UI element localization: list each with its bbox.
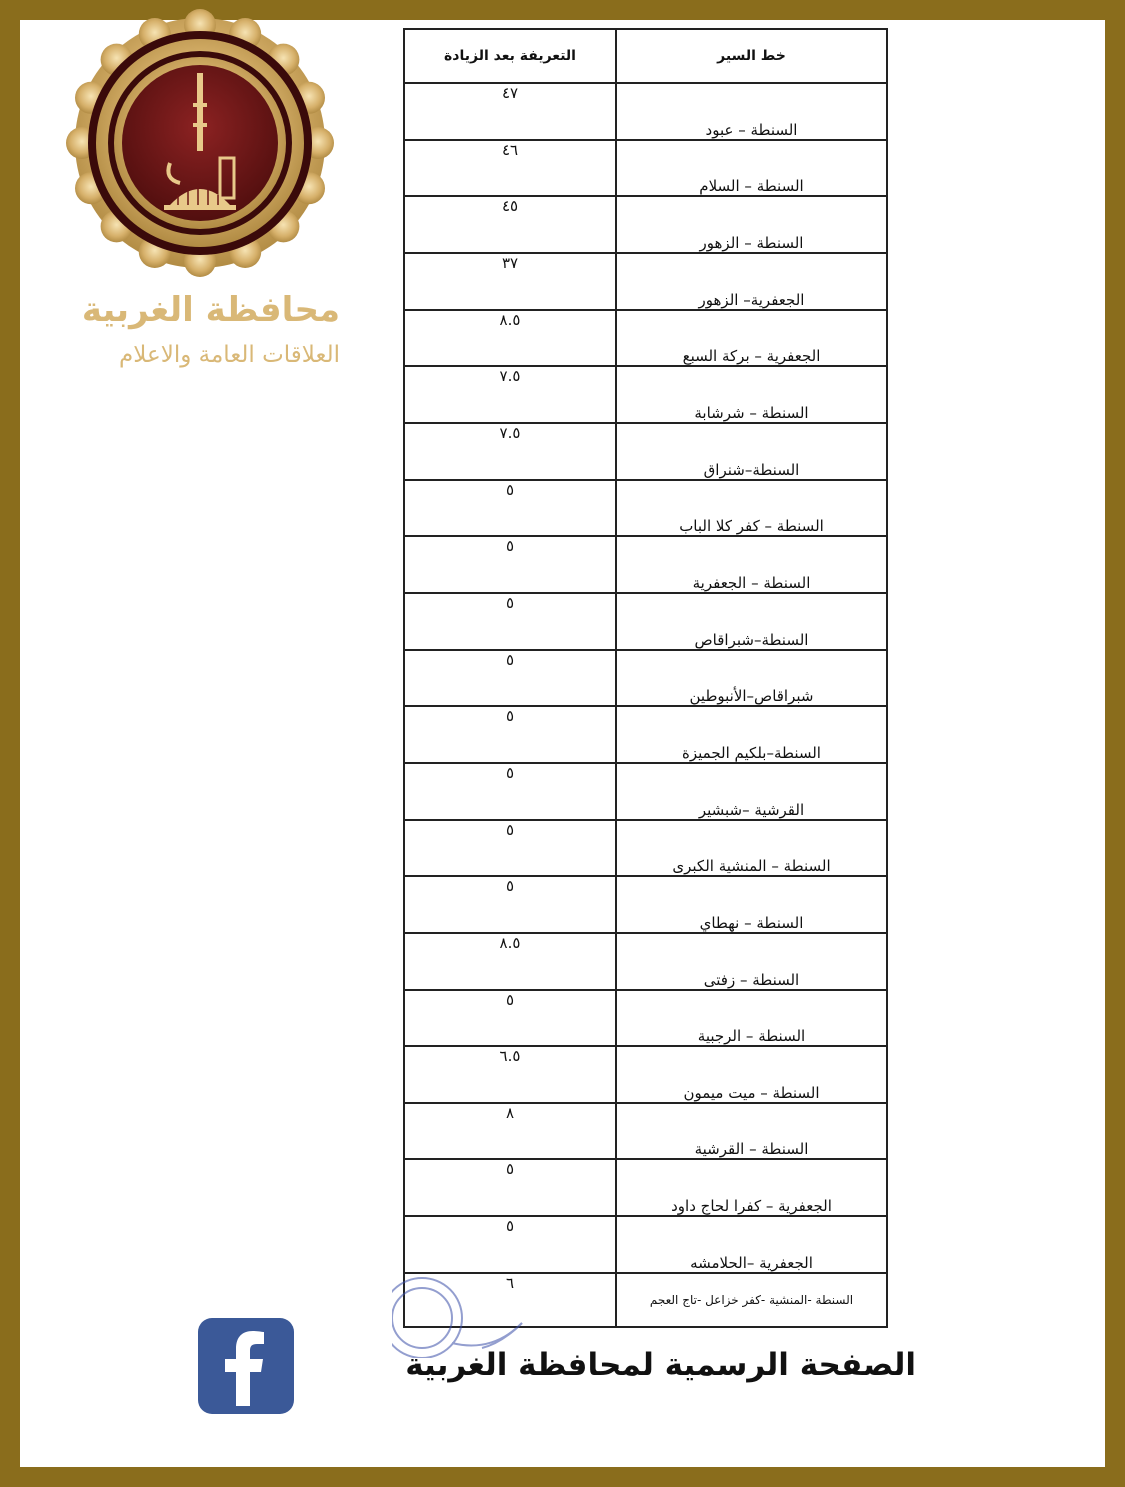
fare-cell: ٦ — [404, 1273, 616, 1327]
fare-cell: ٥ — [404, 706, 616, 763]
organization-department: العلاقات العامة والاعلام — [119, 342, 340, 368]
facebook-logo-icon — [198, 1318, 294, 1414]
table-row — [404, 876, 887, 933]
fare-cell: ٥ — [404, 650, 616, 707]
route-cell: السنطة – شرشابة — [616, 366, 887, 423]
table-row — [404, 990, 887, 1047]
fare-cell: ٥ — [404, 763, 616, 820]
fare-cell: ٤٧ — [404, 83, 616, 140]
route-cell: السنطة – المنشية الكبرى — [616, 820, 887, 877]
route-cell: السنطة – كفر كلا الباب — [616, 480, 887, 537]
table-row — [404, 1103, 887, 1160]
table-header-row — [404, 29, 887, 83]
route-cell: السنطة – ميت ميمون — [616, 1046, 887, 1103]
fare-cell: ٦.٥ — [404, 1046, 616, 1103]
table-row — [404, 763, 887, 820]
route-cell: السنطة – عبود — [616, 83, 887, 140]
table-row — [404, 593, 887, 650]
facebook-page-caption[interactable]: الصفحة الرسمية لمحافظة الغربية — [405, 1347, 916, 1383]
logo-seal-icon — [45, 8, 345, 288]
fare-cell: ٤٦ — [404, 140, 616, 197]
fare-cell: ٥ — [404, 593, 616, 650]
table-row — [404, 366, 887, 423]
route-cell: الجعفرية –الحلامشه — [616, 1216, 887, 1273]
fare-cell: ٨.٥ — [404, 310, 616, 367]
fare-cell: ٥ — [404, 990, 616, 1047]
table-row — [404, 140, 887, 197]
table-row — [404, 423, 887, 480]
fare-cell: ٥ — [404, 1159, 616, 1216]
table-row — [404, 196, 887, 253]
table-row — [404, 933, 887, 990]
route-cell: الجعفرية – بركة السبع — [616, 310, 887, 367]
table-row — [404, 650, 887, 707]
fare-cell: ٤٥ — [404, 196, 616, 253]
table-row — [404, 1159, 887, 1216]
route-cell: السنطة–شبراقاص — [616, 593, 887, 650]
route-cell: الجعفرية – كفرا لحاج داود — [616, 1159, 887, 1216]
table-row — [404, 480, 887, 537]
route-cell: السنطة – نهطاي — [616, 876, 887, 933]
table-row — [404, 820, 887, 877]
table-row — [404, 83, 887, 140]
fare-cell: ٨ — [404, 1103, 616, 1160]
fare-cell: ٧.٥ — [404, 366, 616, 423]
route-cell: السنطة–بلكيم الجميزة — [616, 706, 887, 763]
route-cell: السنطة – الزهور — [616, 196, 887, 253]
fare-cell: ٧.٥ — [404, 423, 616, 480]
table-row — [404, 536, 887, 593]
table-row — [404, 253, 887, 310]
table-row — [404, 706, 887, 763]
fare-cell: ٥ — [404, 536, 616, 593]
facebook-icon[interactable] — [198, 1318, 294, 1414]
fare-table-body — [404, 83, 887, 1327]
route-cell: شبراقاص–الأنبوطين — [616, 650, 887, 707]
fare-cell: ٥ — [404, 876, 616, 933]
fare-cell: ٥ — [404, 1216, 616, 1273]
route-cell: السنطة – القرشية — [616, 1103, 887, 1160]
table-row — [404, 1046, 887, 1103]
fare-cell: ٨.٥ — [404, 933, 616, 990]
header-route: خط السير — [616, 29, 887, 83]
table-row — [404, 310, 887, 367]
governorate-logo — [45, 8, 345, 288]
header-fare: التعريفة بعد الزيادة — [404, 29, 616, 83]
organization-name: محافظة الغربية — [81, 290, 340, 330]
fare-cell: ٥ — [404, 820, 616, 877]
route-cell: السنطة – زفتى — [616, 933, 887, 990]
fare-table — [403, 28, 888, 1328]
route-cell: السنطة–شنراق — [616, 423, 887, 480]
route-cell: الجعفرية– الزهور — [616, 253, 887, 310]
route-cell: السنطة – السلام — [616, 140, 887, 197]
route-cell: القرشية –شبشير — [616, 763, 887, 820]
route-cell: السنطة -المنشية -كفر خزاعل -تاج العجم — [616, 1273, 887, 1327]
fare-cell: ٣٧ — [404, 253, 616, 310]
route-cell: السنطة – الجعفرية — [616, 536, 887, 593]
fare-cell: ٥ — [404, 480, 616, 537]
route-cell: السنطة – الرجبية — [616, 990, 887, 1047]
